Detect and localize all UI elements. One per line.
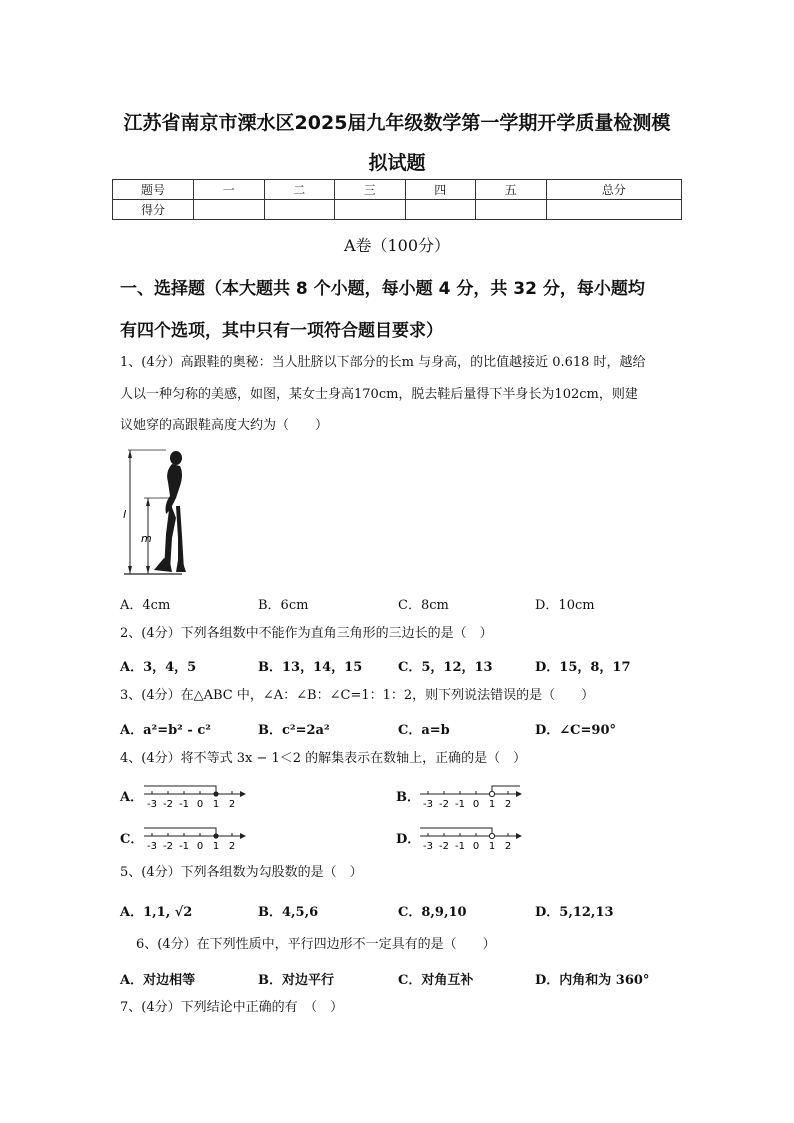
option-c[interactable]: C．a=b (398, 723, 450, 738)
option-a[interactable]: A．1,1, √2 (120, 905, 193, 920)
option-b[interactable]: B．4,5,6 (258, 905, 319, 920)
option-c-label: C． (120, 832, 144, 847)
option-d[interactable]: D．内角和为 360° (535, 973, 650, 988)
option-d[interactable]: D．15，8，17 (535, 660, 631, 675)
option-d[interactable]: D．5,12,13 (535, 905, 614, 920)
tick-label: 1 (488, 841, 496, 852)
score-input-cell[interactable] (194, 200, 265, 220)
section-heading-line1: 一、选择题（本大题共 8 个小题，每小题 4 分，共 32 分，每小题均 (120, 279, 645, 299)
option-a[interactable]: A．对边相等 (120, 973, 196, 988)
question-4-text: 4、(4分）将不等式 3x − 1＜2 的解集表示在数轴上，正确的是（ ） (120, 751, 527, 766)
tick-label: -2 (163, 799, 173, 810)
figure-label-m: m (141, 532, 152, 545)
score-input-cell[interactable] (264, 200, 335, 220)
option-b[interactable]: B．13，14，15 (258, 660, 363, 675)
score-input-cell[interactable] (546, 200, 682, 220)
tick-label: -1 (455, 799, 465, 810)
option-d-label: D． (396, 832, 421, 847)
tick-label: -1 (455, 841, 465, 852)
option-a[interactable]: A．a²=b² - c² (120, 723, 211, 738)
score-table-header-row (113, 180, 682, 200)
score-cell: 二 (264, 180, 335, 200)
score-cell: 四 (405, 180, 476, 200)
option-c[interactable]: C．8,9,10 (398, 905, 467, 920)
section-heading-line2: 有四个选项，其中只有一项符合题目要求） (120, 321, 443, 341)
question-7-text: 7、(4分）下列结论中正确的有 （ ） (120, 1000, 344, 1015)
score-table-score-row (113, 200, 682, 220)
woman-silhouette-icon (154, 451, 186, 572)
question-5-text: 5、(4分）下列各组数为勾股数的是（ ） (120, 865, 363, 880)
question-1-line2: 人以一种匀称的美感，如图，某女士身高170cm，脱去鞋后量得下半身长为102cm，则建 (120, 387, 638, 402)
figure-label-l: l (123, 508, 127, 521)
tick-label: 1 (212, 841, 220, 852)
tick-label: -3 (147, 841, 157, 852)
option-c[interactable]: C．8cm (398, 598, 449, 613)
score-table (112, 179, 682, 220)
question-1-line3: 议她穿的高跟鞋高度大约为（ ） (120, 418, 329, 433)
score-input-cell[interactable] (476, 200, 547, 220)
score-cell: 题号 (113, 180, 194, 200)
tick-label: 0 (472, 841, 480, 852)
option-a[interactable]: A．3，4，5 (120, 660, 197, 675)
tick-label: -2 (163, 841, 173, 852)
tick-label: 0 (472, 799, 480, 810)
score-input-cell[interactable] (405, 200, 476, 220)
question-2-text: 2、(4分）下列各组数中不能作为直角三角形的三边长的是（ ） (120, 626, 493, 641)
tick-label: 1 (212, 799, 220, 810)
tick-label: -2 (439, 841, 449, 852)
option-c[interactable]: C．对角互补 (398, 973, 474, 988)
option-c[interactable]: C．5，12，13 (398, 660, 493, 675)
option-d[interactable]: D．∠C=90° (535, 723, 616, 738)
option-b-label: B． (396, 790, 420, 805)
tick-label: 2 (228, 841, 236, 852)
option-b[interactable]: B．c²=2a² (258, 723, 330, 738)
number-line-d (420, 824, 530, 852)
tick-label: 2 (228, 799, 236, 810)
option-b[interactable]: B．对边平行 (258, 973, 334, 988)
tick-label: 2 (504, 799, 512, 810)
tick-label: -1 (179, 841, 189, 852)
document-title-line1: 江苏省南京市溧水区2025届九年级数学第一学期开学质量检测模 (123, 112, 671, 134)
number-line-c (144, 824, 254, 852)
question-1-figure (120, 446, 200, 578)
question-3-text: 3、(4分）在△ABC 中，∠A：∠B：∠C=1：1：2，则下列说法错误的是（ ） (120, 688, 595, 703)
option-a-label: A． (120, 790, 144, 805)
score-cell: 三 (335, 180, 406, 200)
score-cell: 总分 (546, 180, 682, 200)
document-title-line2: 拟试题 (368, 152, 426, 174)
tick-label: 0 (196, 841, 204, 852)
score-cell: 一 (194, 180, 265, 200)
tick-label: -1 (179, 799, 189, 810)
option-a[interactable]: A．4cm (120, 598, 171, 613)
tick-label: -3 (147, 799, 157, 810)
score-input-cell[interactable] (335, 200, 406, 220)
tick-label: -3 (423, 841, 433, 852)
question-6-text: 6、(4分）在下列性质中，平行四边形不一定具有的是（ ） (136, 937, 496, 952)
tick-label: 1 (488, 799, 496, 810)
tick-label: 2 (504, 841, 512, 852)
number-line-a (144, 782, 254, 810)
score-cell: 得分 (113, 200, 194, 220)
tick-label: -3 (423, 799, 433, 810)
option-b[interactable]: B．6cm (258, 598, 309, 613)
number-line-b (420, 782, 530, 810)
score-cell: 五 (476, 180, 547, 200)
paper-a-label: A卷（100分） (343, 236, 451, 255)
tick-label: -2 (439, 799, 449, 810)
tick-label: 0 (196, 799, 204, 810)
option-d[interactable]: D．10cm (535, 598, 595, 613)
question-1-line1: 1、(4分）高跟鞋的奥秘：当人肚脐以下部分的长m 与身高，的比值越接近 0.618 时，越给 (120, 355, 646, 370)
